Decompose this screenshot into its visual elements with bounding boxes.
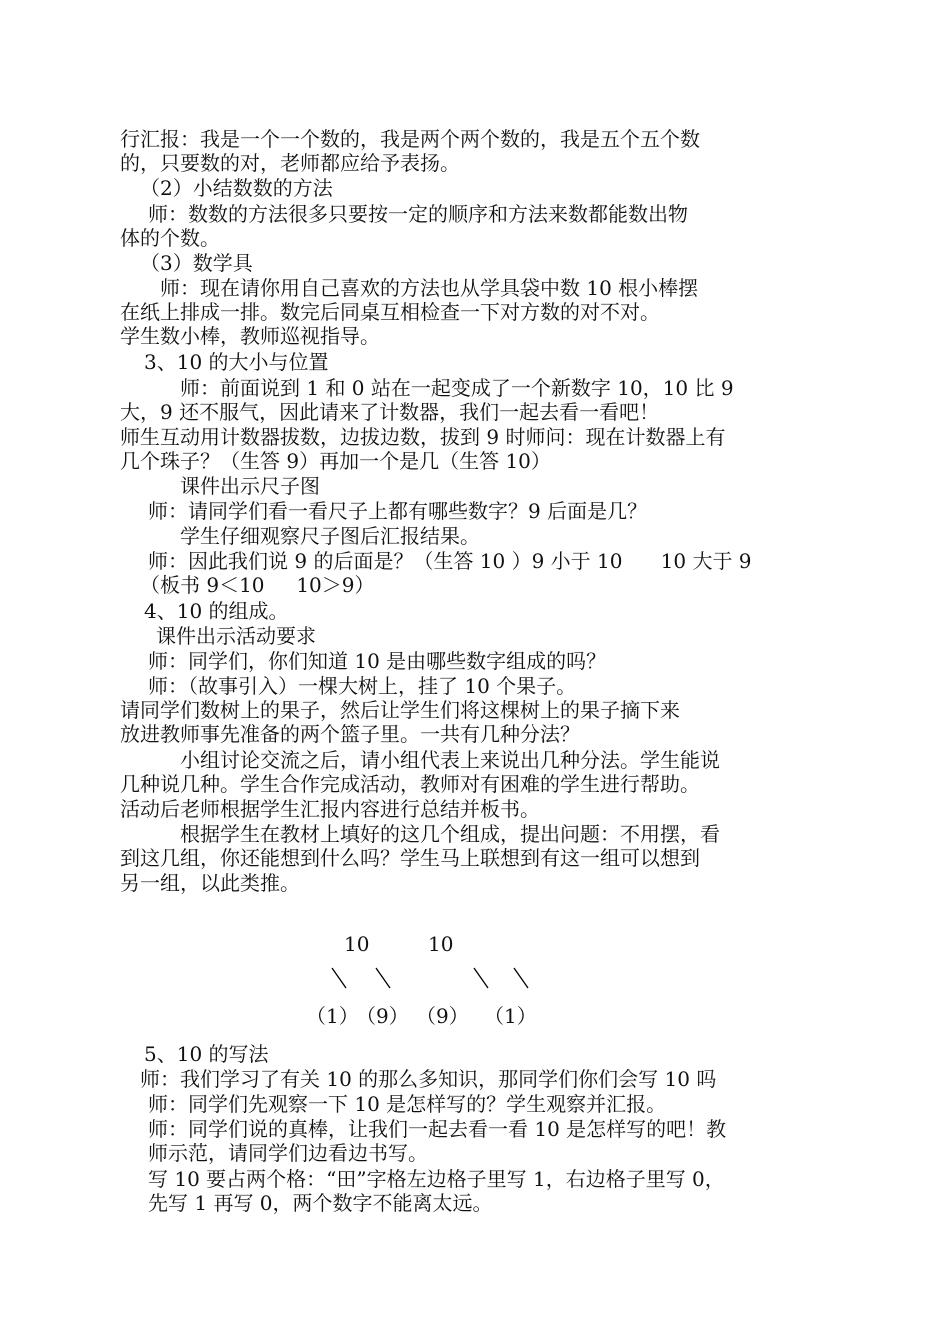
subheading: （3）数学具 xyxy=(140,251,253,275)
tree2-right-branch xyxy=(514,968,528,988)
tree1-left-branch xyxy=(332,968,346,988)
tree2-top: 10 xyxy=(428,932,454,956)
text-line: 到这几组，你还能想到什么吗？学生马上联想到有这一组可以想到 xyxy=(120,846,700,870)
text-line: 活动后老师根据学生汇报内容进行总结并板书。 xyxy=(120,797,540,821)
tree2-left-branch xyxy=(474,968,488,988)
text-line: 师示范，请同学们边看边书写。 xyxy=(148,1141,428,1165)
text-line: 师：因此我们说 9 的后面是？（生答 10 ）9 小于 10 10 大于 9 xyxy=(148,549,752,573)
text-line: 根据学生在教材上填好的这几个组成，提出问题：不用摆，看 xyxy=(180,822,720,846)
tree1-top: 10 xyxy=(344,932,370,956)
text-line: 另一组，以此类推。 xyxy=(120,871,300,895)
tree1-right: （9） xyxy=(356,1004,409,1028)
section-heading: 4、10 的组成。 xyxy=(144,599,289,623)
text-line: 师：请同学们看一看尺子上都有哪些数字？9 后面是几？ xyxy=(148,499,648,523)
text-line: 课件出示尺子图 xyxy=(180,474,320,498)
text-line: 写 10 要占两个格：“田”字格左边格子里写 1，右边格子里写 0， xyxy=(148,1167,725,1191)
subheading: （2）小结数数的方法 xyxy=(140,176,333,200)
text-line: 请同学们数树上的果子，然后让学生们将这棵树上的果子摘下来 xyxy=(120,698,680,722)
text-line: （板书 9＜10 10＞9） xyxy=(140,573,375,597)
text-line: 课件出示活动要求 xyxy=(156,624,316,648)
text-line: 师：数数的方法很多只要按一定的顺序和方法来数都能数出物 xyxy=(148,202,688,226)
text-line: 几个珠子？（生答 9）再加一个是几（生答 10） xyxy=(120,449,551,473)
tree2-left: （9） xyxy=(416,1004,469,1028)
text-line: 行汇报：我是一个一个数的，我是两个两个数的，我是五个五个数 xyxy=(120,127,700,151)
text-line: 师：同学们，你们知道 10 是由哪些数字组成的吗？ xyxy=(148,649,607,673)
text-line: 小组讨论交流之后，请小组代表上来说出几种分法。学生能说 xyxy=(180,748,720,772)
text-line: 师：同学们先观察一下 10 是怎样写的？学生观察并汇报。 xyxy=(148,1092,667,1116)
text-line: 在纸上排成一排。数完后同桌互相检查一下对方数的对不对。 xyxy=(120,300,660,324)
text-line: 先写 1 再写 0，两个数字不能离太远。 xyxy=(148,1191,493,1215)
text-line: 体的个数。 xyxy=(120,226,220,250)
section-heading: 5、10 的写法 xyxy=(144,1042,269,1066)
text-line: 的，只要数的对，老师都应给予表扬。 xyxy=(120,151,460,175)
text-line: 几种说几种。学生合作完成活动，教师对有困难的学生进行帮助。 xyxy=(120,772,700,796)
text-line: 师：我们学习了有关 10 的那么多知识，那同学们你们会写 10 吗 xyxy=(140,1067,717,1091)
text-line: 学生仔细观察尺子图后汇报结果。 xyxy=(180,524,480,548)
text-line: 学生数小棒，教师巡视指导。 xyxy=(120,324,380,348)
section-heading: 3、10 的大小与位置 xyxy=(144,350,329,374)
tree2-right: （1） xyxy=(484,1004,537,1028)
text-line: 放进教师事先准备的两个篮子里。一共有几种分法？ xyxy=(120,722,580,746)
text-line: 大，9 还不服气，因此请来了计数器，我们一起去看一看吧！ xyxy=(120,400,660,424)
text-line: 师：（故事引入）一棵大树上，挂了 10 个果子。 xyxy=(148,674,577,698)
tree1-left: （1） xyxy=(306,1004,359,1028)
text-line: 师：现在请你用自己喜欢的方法也从学具袋中数 10 根小棒摆 xyxy=(160,276,699,300)
text-line: 师生互动用计数器拔数，边拔边数，拔到 9 时师问：现在计数器上有 xyxy=(120,425,726,449)
tree1-right-branch xyxy=(376,968,390,988)
text-line: 师：同学们说的真棒，让我们一起去看一看 10 是怎样写的吧！教 xyxy=(148,1117,727,1141)
text-line: 师：前面说到 1 和 0 站在一起变成了一个新数字 10，10 比 9 xyxy=(180,376,734,400)
